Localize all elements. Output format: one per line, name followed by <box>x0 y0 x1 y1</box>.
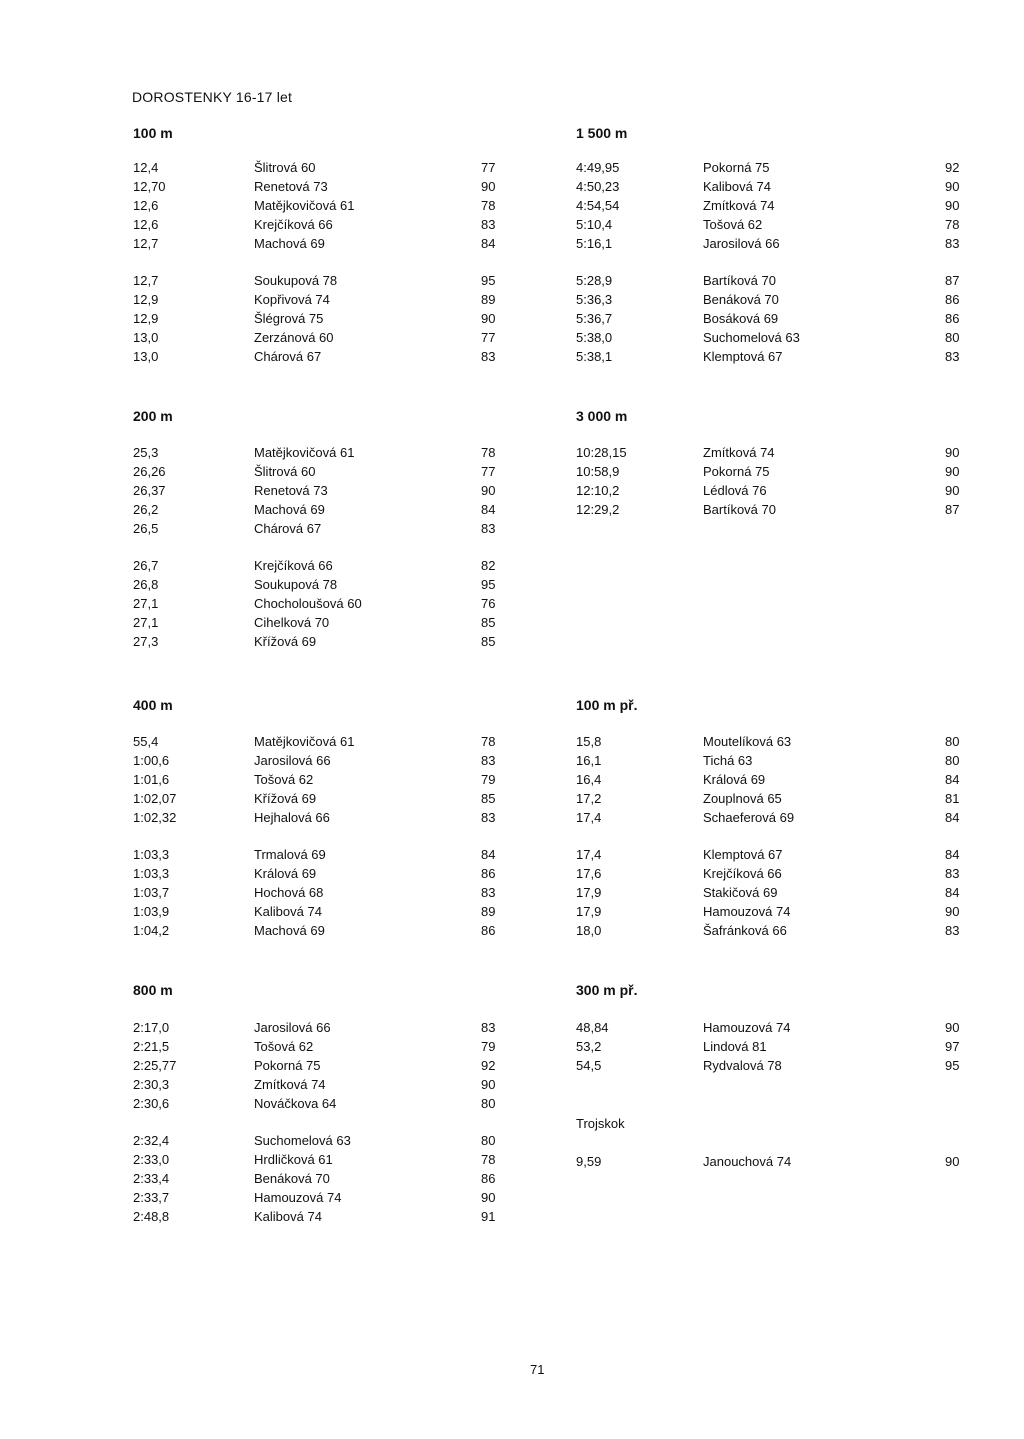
year-value: 78 <box>481 445 496 460</box>
athlete-name: Tošová 62 <box>703 217 763 232</box>
year-value: 91 <box>481 1209 496 1224</box>
athlete-name: Lédlová 76 <box>703 483 767 498</box>
athlete-name: Tošová 62 <box>254 772 314 787</box>
year-value: 78 <box>481 1152 496 1167</box>
athlete-name: Šlitrová 60 <box>254 160 316 175</box>
athlete-name: Kalibová 74 <box>703 179 771 194</box>
year-value: 90 <box>481 311 496 326</box>
year-value: 87 <box>945 502 960 517</box>
athlete-name: Králová 69 <box>254 866 317 881</box>
result-time: 1:03,7 <box>133 885 170 900</box>
result-time: 1:01,6 <box>133 772 170 787</box>
section-100m <box>133 125 533 375</box>
year-value: 83 <box>945 349 960 364</box>
page-number: 71 <box>530 1362 545 1377</box>
result-time: 5:28,9 <box>576 273 613 288</box>
result-time: 13,0 <box>133 349 159 364</box>
result-time: 15,8 <box>576 734 602 749</box>
year-value: 90 <box>945 483 960 498</box>
year-value: 83 <box>481 810 496 825</box>
year-value: 90 <box>945 179 960 194</box>
result-time: 2:21,5 <box>133 1039 170 1054</box>
year-value: 81 <box>945 791 960 806</box>
result-time: 12,9 <box>133 292 159 307</box>
athlete-name: Cihelková 70 <box>254 615 330 630</box>
result-time: 48,84 <box>576 1020 609 1035</box>
athlete-name: Moutelíková 63 <box>703 734 792 749</box>
result-time: 26,2 <box>133 502 159 517</box>
year-value: 84 <box>945 810 960 825</box>
page-title: DOROSTENKY 16-17 let <box>132 89 293 105</box>
year-value: 80 <box>481 1096 496 1111</box>
year-value: 83 <box>481 753 496 768</box>
result-time: 25,3 <box>133 445 159 460</box>
year-value: 90 <box>945 1154 960 1169</box>
athlete-name: Krejčíková 66 <box>254 558 333 573</box>
result-time: 4:50,23 <box>576 179 620 194</box>
athlete-name: Hejhalová 66 <box>254 810 330 825</box>
year-value: 90 <box>945 198 960 213</box>
result-time: 2:48,8 <box>133 1209 170 1224</box>
year-value: 77 <box>481 160 496 175</box>
athlete-name: Zerzánová 60 <box>254 330 334 345</box>
athlete-name: Zouplnová 65 <box>703 791 782 806</box>
year-value: 86 <box>481 923 496 938</box>
year-value: 84 <box>481 847 496 862</box>
result-time: 2:33,0 <box>133 1152 170 1167</box>
result-time: 1:03,3 <box>133 847 170 862</box>
athlete-name: Hamouzová 74 <box>703 904 791 919</box>
result-time: 4:54,54 <box>576 198 620 213</box>
athlete-name: Bartíková 70 <box>703 502 776 517</box>
year-value: 83 <box>945 866 960 881</box>
result-time: 2:32,4 <box>133 1133 170 1148</box>
year-value: 92 <box>945 160 960 175</box>
result-time: 12,7 <box>133 236 159 251</box>
result-time: 12,9 <box>133 311 159 326</box>
athlete-name: Hamouzová 74 <box>703 1020 791 1035</box>
athlete-name: Suchomelová 63 <box>254 1133 351 1148</box>
result-time: 5:36,7 <box>576 311 613 326</box>
year-value: 77 <box>481 330 496 345</box>
athlete-name: Tošová 62 <box>254 1039 314 1054</box>
section-heading: 1 500 m <box>576 125 628 141</box>
result-time: 18,0 <box>576 923 602 938</box>
athlete-name: Kalibová 74 <box>254 904 322 919</box>
athlete-name: Matějkovičová 61 <box>254 198 355 213</box>
athlete-name: Křížová 69 <box>254 791 317 806</box>
year-value: 84 <box>945 847 960 862</box>
section-800m <box>133 982 533 1232</box>
result-time: 26,37 <box>133 483 166 498</box>
result-time: 17,6 <box>576 866 602 881</box>
athlete-name: Machová 69 <box>254 236 325 251</box>
result-time: 12,4 <box>133 160 159 175</box>
result-time: 13,0 <box>133 330 159 345</box>
result-time: 2:33,4 <box>133 1171 170 1186</box>
result-time: 2:33,7 <box>133 1190 170 1205</box>
section-1500m <box>576 125 966 375</box>
result-time: 5:38,0 <box>576 330 613 345</box>
year-value: 86 <box>481 1171 496 1186</box>
result-time: 27,3 <box>133 634 159 649</box>
result-time: 17,2 <box>576 791 602 806</box>
athlete-name: Schaeferová 69 <box>703 810 795 825</box>
year-value: 86 <box>945 292 960 307</box>
athlete-name: Klemptová 67 <box>703 349 783 364</box>
result-time: 26,8 <box>133 577 159 592</box>
result-time: 12,70 <box>133 179 166 194</box>
year-value: 77 <box>481 464 496 479</box>
year-value: 80 <box>945 734 960 749</box>
athlete-name: Benáková 70 <box>703 292 779 307</box>
result-time: 4:49,95 <box>576 160 620 175</box>
result-time: 9,59 <box>576 1154 602 1169</box>
athlete-name: Machová 69 <box>254 502 325 517</box>
year-value: 78 <box>945 217 960 232</box>
athlete-name: Bartíková 70 <box>703 273 776 288</box>
athlete-name: Benáková 70 <box>254 1171 330 1186</box>
year-value: 80 <box>945 330 960 345</box>
result-time: 26,7 <box>133 558 159 573</box>
year-value: 90 <box>945 904 960 919</box>
athlete-name: Krejčíková 66 <box>703 866 782 881</box>
year-value: 83 <box>481 349 496 364</box>
year-value: 90 <box>945 464 960 479</box>
athlete-name: Chárová 67 <box>254 521 322 536</box>
athlete-name: Šlitrová 60 <box>254 464 316 479</box>
year-value: 79 <box>481 772 496 787</box>
result-time: 5:16,1 <box>576 236 613 251</box>
athlete-name: Hrdličková 61 <box>254 1152 333 1167</box>
result-time: 12,6 <box>133 198 159 213</box>
athlete-name: Hamouzová 74 <box>254 1190 342 1205</box>
section-100m-hurdles <box>576 697 966 947</box>
year-value: 95 <box>481 577 496 592</box>
athlete-name: Křížová 69 <box>254 634 317 649</box>
section-3000m <box>576 408 966 538</box>
athlete-name: Matějkovičová 61 <box>254 734 355 749</box>
athlete-name: Stakičová 69 <box>703 885 778 900</box>
result-time: 1:03,9 <box>133 904 170 919</box>
athlete-name: Janouchová 74 <box>703 1154 792 1169</box>
athlete-name: Hochová 68 <box>254 885 324 900</box>
year-value: 90 <box>481 1190 496 1205</box>
result-time: 27,1 <box>133 596 159 611</box>
result-time: 55,4 <box>133 734 159 749</box>
athlete-name: Jarosilová 66 <box>703 236 780 251</box>
result-time: 2:30,6 <box>133 1096 170 1111</box>
athlete-name: Šafránková 66 <box>703 923 787 938</box>
result-time: 12:10,2 <box>576 483 620 498</box>
result-time: 16,1 <box>576 753 602 768</box>
result-time: 17,9 <box>576 885 602 900</box>
year-value: 92 <box>481 1058 496 1073</box>
section-400m <box>133 697 533 947</box>
section-heading: 800 m <box>133 982 173 998</box>
athlete-name: Králová 69 <box>703 772 766 787</box>
year-value: 84 <box>481 236 496 251</box>
section-heading: 100 m <box>133 125 173 141</box>
athlete-name: Renetová 73 <box>254 179 328 194</box>
year-value: 83 <box>945 236 960 251</box>
year-value: 76 <box>481 596 496 611</box>
result-time: 5:36,3 <box>576 292 613 307</box>
athlete-name: Krejčíková 66 <box>254 217 333 232</box>
result-time: 1:02,07 <box>133 791 177 806</box>
year-value: 86 <box>945 311 960 326</box>
year-value: 85 <box>481 791 496 806</box>
year-value: 80 <box>481 1133 496 1148</box>
athlete-name: Soukupová 78 <box>254 577 338 592</box>
athlete-name: Chárová 67 <box>254 349 322 364</box>
athlete-name: Bosáková 69 <box>703 311 779 326</box>
result-time: 5:38,1 <box>576 349 613 364</box>
year-value: 83 <box>481 885 496 900</box>
year-value: 85 <box>481 615 496 630</box>
athlete-name: Trmalová 69 <box>254 847 326 862</box>
athlete-name: Soukupová 78 <box>254 273 338 288</box>
athlete-name: Chocholoušová 60 <box>254 596 362 611</box>
year-value: 79 <box>481 1039 496 1054</box>
result-time: 10:28,15 <box>576 445 627 460</box>
result-time: 5:10,4 <box>576 217 613 232</box>
result-time: 12,7 <box>133 273 159 288</box>
year-value: 90 <box>481 179 496 194</box>
year-value: 86 <box>481 866 496 881</box>
triple-jump-heading: Trojskok <box>576 1116 625 1131</box>
year-value: 83 <box>481 521 496 536</box>
athlete-name: Zmítková 74 <box>703 445 775 460</box>
athlete-name: Kalibová 74 <box>254 1209 322 1224</box>
section-heading: 300 m př. <box>576 982 638 998</box>
athlete-name: Machová 69 <box>254 923 325 938</box>
year-value: 95 <box>945 1058 960 1073</box>
result-time: 12,6 <box>133 217 159 232</box>
year-value: 83 <box>945 923 960 938</box>
year-value: 89 <box>481 292 496 307</box>
athlete-name: Pokorná 75 <box>703 160 770 175</box>
year-value: 97 <box>945 1039 960 1054</box>
athlete-name: Lindová 81 <box>703 1039 767 1054</box>
athlete-name: Jarosilová 66 <box>254 753 331 768</box>
result-time: 17,4 <box>576 810 602 825</box>
athlete-name: Kopřivová 74 <box>254 292 330 307</box>
section-200m <box>133 408 533 658</box>
result-time: 1:00,6 <box>133 753 170 768</box>
result-time: 53,2 <box>576 1039 602 1054</box>
year-value: 82 <box>481 558 496 573</box>
section-heading: 200 m <box>133 408 173 424</box>
athlete-name: Renetová 73 <box>254 483 328 498</box>
year-value: 95 <box>481 273 496 288</box>
athlete-name: Pokorná 75 <box>703 464 770 479</box>
year-value: 83 <box>481 1020 496 1035</box>
athlete-name: Klemptová 67 <box>703 847 783 862</box>
result-time: 2:30,3 <box>133 1077 170 1092</box>
year-value: 78 <box>481 198 496 213</box>
section-heading: 400 m <box>133 697 173 713</box>
section-300m-hurdles <box>576 982 966 1182</box>
athlete-name: Zmítková 74 <box>703 198 775 213</box>
result-time: 26,5 <box>133 521 159 536</box>
result-time: 26,26 <box>133 464 166 479</box>
year-value: 84 <box>945 772 960 787</box>
year-value: 80 <box>945 753 960 768</box>
result-time: 2:17,0 <box>133 1020 170 1035</box>
result-time: 12:29,2 <box>576 502 620 517</box>
result-time: 1:04,2 <box>133 923 170 938</box>
year-value: 83 <box>481 217 496 232</box>
year-value: 78 <box>481 734 496 749</box>
athlete-name: Šlégrová 75 <box>254 311 324 326</box>
year-value: 89 <box>481 904 496 919</box>
result-time: 54,5 <box>576 1058 602 1073</box>
result-time: 1:03,3 <box>133 866 170 881</box>
athlete-name: Rydvalová 78 <box>703 1058 782 1073</box>
athlete-name: Jarosilová 66 <box>254 1020 331 1035</box>
athlete-name: Matějkovičová 61 <box>254 445 355 460</box>
result-time: 17,4 <box>576 847 602 862</box>
year-value: 87 <box>945 273 960 288</box>
result-time: 2:25,77 <box>133 1058 177 1073</box>
year-value: 84 <box>481 502 496 517</box>
result-time: 16,4 <box>576 772 602 787</box>
athlete-name: Zmítková 74 <box>254 1077 326 1092</box>
year-value: 90 <box>481 1077 496 1092</box>
year-value: 85 <box>481 634 496 649</box>
athlete-name: Suchomelová 63 <box>703 330 800 345</box>
year-value: 84 <box>945 885 960 900</box>
result-time: 10:58,9 <box>576 464 620 479</box>
result-time: 27,1 <box>133 615 159 630</box>
year-value: 90 <box>945 1020 960 1035</box>
result-time: 1:02,32 <box>133 810 177 825</box>
athlete-name: Tichá 63 <box>703 753 753 768</box>
year-value: 90 <box>481 483 496 498</box>
athlete-name: Nováčkova 64 <box>254 1096 337 1111</box>
section-heading: 100 m př. <box>576 697 638 713</box>
year-value: 90 <box>945 445 960 460</box>
section-heading: 3 000 m <box>576 408 628 424</box>
athlete-name: Pokorná 75 <box>254 1058 321 1073</box>
result-time: 17,9 <box>576 904 602 919</box>
